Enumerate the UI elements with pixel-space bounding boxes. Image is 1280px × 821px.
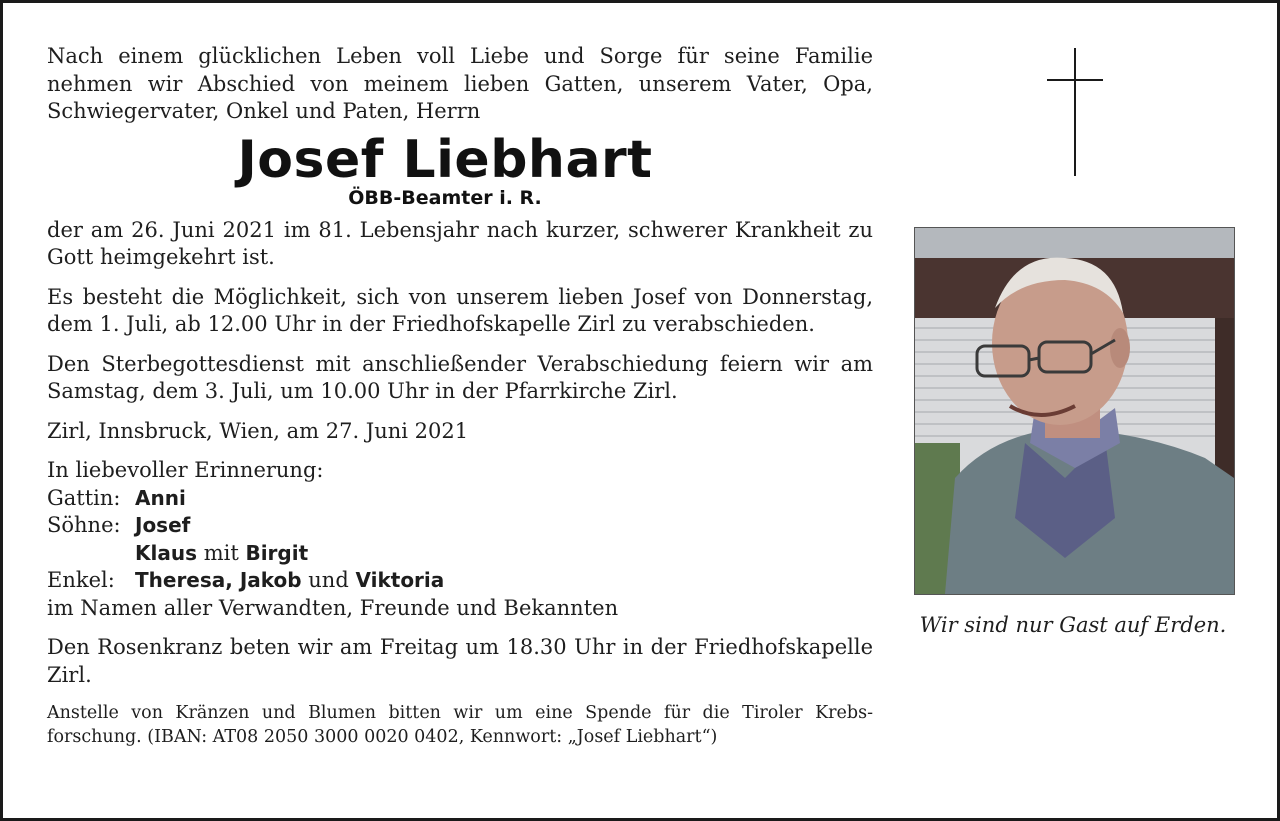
spouse-name: Anni — [135, 485, 186, 510]
son-partner-name: Birgit — [245, 540, 309, 565]
grandchildren-label: Enkel: — [47, 568, 115, 592]
intro-line-1: Nach einem glücklichen Leben voll Liebe und Sorge für seine Familie — [47, 44, 873, 68]
rosary-paragraph: Den Rosenkranz beten wir am Freitag um 18.30 Uhr in der Friedhofskapelle Zirl. — [47, 635, 873, 687]
son-name: Josef — [135, 513, 191, 537]
family-heading: In liebevoller Erinnerung: — [47, 458, 324, 482]
sons-label: Söhne: — [47, 513, 121, 537]
family-others: im Namen aller Verwandten, Freunde und Bekannten — [47, 595, 619, 620]
death-paragraph: der am 26. Juni 2021 im 81. Lebensjahr nach kurzer, schwerer Krankheit zu Gott heimgekehrt ist. — [47, 217, 873, 269]
deceased-title: ÖBB-Beamter i. R. — [348, 186, 542, 209]
donation-line-1: Anstelle von Kränzen und Blumen bitten wir um eine Spende für die Tiroler Krebs- — [47, 703, 873, 723]
grandchildren-and: und — [308, 568, 349, 592]
portrait-photo — [914, 227, 1235, 595]
obituary-text-column — [47, 43, 873, 749]
family-list — [47, 485, 873, 595]
deceased-name: Josef Liebhart — [237, 129, 653, 190]
donation-line-2: forschung. (IBAN: AT08 2050 3000 0020 0402, Kennwort: „Josef Liebhart“) — [47, 727, 718, 747]
grandchild-last-name: Viktoria — [355, 568, 445, 592]
grandchildren-names: Theresa, Jakob — [135, 568, 302, 592]
son-name: Klaus — [135, 540, 197, 565]
intro-line-2: nehmen wir Abschied von meinem lieben Gatten, unserem Vater, Opa, — [47, 71, 873, 96]
portrait-image — [915, 228, 1234, 594]
place-date: Zirl, Innsbruck, Wien, am 27. Juni 2021 — [47, 418, 469, 443]
cross-icon — [1047, 48, 1103, 176]
service-paragraph: Den Sterbegottesdienst mit anschließender Verabschiedung feiern wir am Samstag, dem 3. Juli, um 10.00 Uhr in der Pfarrkirche Zirl. — [47, 351, 873, 403]
photo-caption: Wir sind nur Gast auf Erden. — [919, 613, 1227, 637]
son-with: mit — [203, 540, 239, 565]
spouse-label: Gattin: — [47, 485, 121, 510]
deceased-block — [17, 130, 873, 209]
intro-line-3: Schwiegervater, Onkel und Paten, Herrn — [47, 99, 481, 123]
farewell-paragraph: Es besteht die Möglichkeit, sich von unserem lieben Josef von Donnerstag, dem 1. Juli, ab 12.00 Uhr in der Friedhofskapelle Zirl zu verabschieden. — [47, 284, 873, 336]
